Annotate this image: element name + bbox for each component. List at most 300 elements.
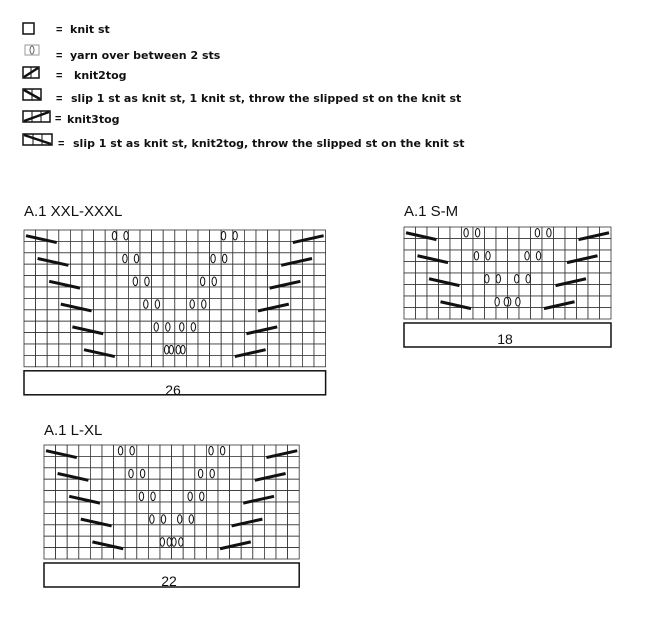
knit-stitch-cell <box>125 548 137 559</box>
knit-stitch-cell <box>94 287 106 298</box>
knit-stitch-cell <box>24 287 36 298</box>
legend-text: knit st <box>70 23 110 36</box>
knit-stitch-cell <box>102 445 114 456</box>
knit-stitch-cell <box>253 502 265 513</box>
knit-stitch-cell <box>140 321 152 332</box>
knit-stitch-cell <box>90 445 102 456</box>
knit-stitch-cell <box>137 513 149 524</box>
knit-stitch-cell <box>206 536 218 547</box>
knit-stitch-cell <box>542 250 554 262</box>
knit-stitch-cell <box>172 525 184 536</box>
knit-stitch-cell <box>160 445 172 456</box>
yarn-over-symbol-icon <box>24 44 44 58</box>
knit-stitch-cell <box>565 239 577 251</box>
knit-stitch-cell <box>439 285 451 297</box>
yarn-over-mark <box>112 231 116 240</box>
legend-equals: = <box>58 138 65 150</box>
yarn-over-mark <box>151 492 155 501</box>
knit-stitch-cell <box>519 227 531 239</box>
knit-stitch-cell <box>90 525 102 536</box>
yarn-over-mark <box>176 345 180 354</box>
knit-stitch-cell <box>70 241 82 252</box>
knit-stitch-cell <box>114 525 126 536</box>
knit-stitch-cell <box>56 525 68 536</box>
yarn-over-mark <box>220 446 224 455</box>
knit-stitch-cell <box>577 308 589 320</box>
knit-stitch-cell <box>105 310 117 321</box>
knit-stitch-cell <box>175 355 187 366</box>
yarn-over-mark <box>178 515 182 524</box>
knit-stitch-cell <box>186 264 198 275</box>
legend-equals: = <box>56 93 63 105</box>
knit-stitch-cell <box>128 321 140 332</box>
legend-text: slip 1 st as knit st, knit2tog, throw the slipped st on the knit st <box>73 137 465 150</box>
yarn-over-mark <box>485 274 489 283</box>
knit-stitch-cell <box>302 344 314 355</box>
knit-stitch-cell <box>44 536 56 547</box>
knit-stitch-cell <box>450 308 462 320</box>
legend-equals: = <box>56 24 63 36</box>
knit-stitch-cell <box>508 250 520 262</box>
knit-stitch-cell <box>288 456 300 467</box>
knit-stitch-cell <box>279 287 291 298</box>
knit-stitch-cell <box>496 308 508 320</box>
knit-stitch-cell <box>59 333 71 344</box>
knit-stitch-cell <box>241 456 253 467</box>
knit-stitch-cell <box>152 344 164 355</box>
knit-stitch-cell <box>485 296 497 308</box>
knit-stitch-cell <box>256 355 268 366</box>
knit-stitch-cell <box>125 525 137 536</box>
knit-stitch-cell <box>221 321 233 332</box>
knit-stitch-cell <box>291 287 303 298</box>
yarn-over-mark <box>130 446 134 455</box>
knit-stitch-cell <box>279 333 291 344</box>
yarn-over-mark <box>123 254 127 263</box>
knit-stitch-cell <box>47 355 59 366</box>
knit-stitch-cell <box>117 276 129 287</box>
knit-stitch-cell <box>496 227 508 239</box>
knit-stitch-cell <box>24 241 36 252</box>
chart-grid-xxl-xxxl <box>20 226 332 400</box>
yarn-over-mark <box>495 297 499 306</box>
knit-stitch-cell <box>172 479 184 490</box>
knit-stitch-cell <box>218 456 230 467</box>
knit-stitch-cell <box>473 262 485 274</box>
knit-stitch-cell <box>44 548 56 559</box>
knit-stitch-cell <box>186 276 198 287</box>
knit-stitch-cell <box>137 456 149 467</box>
knit-stitch-cell <box>175 253 187 264</box>
knit-stitch-cell <box>496 239 508 251</box>
knit-stitch-cell <box>24 344 36 355</box>
yarn-over-mark <box>190 300 194 309</box>
yarn-over-mark <box>211 254 215 263</box>
knit-stitch-cell <box>47 344 59 355</box>
knit-stitch-cell <box>291 344 303 355</box>
knit-stitch-cell <box>47 298 59 309</box>
knit-stitch-cell <box>56 548 68 559</box>
knit-stitch-cell <box>244 298 256 309</box>
knit-stitch-cell <box>253 525 265 536</box>
yarn-over-mark <box>525 251 529 260</box>
slip-k2tog-throw-symbol-icon <box>22 133 56 147</box>
knit-stitch-cell <box>221 310 233 321</box>
knit-stitch-cell <box>241 548 253 559</box>
legend-equals: = <box>55 113 62 125</box>
knit-stitch-cell <box>276 456 288 467</box>
knit-stitch-cell <box>314 264 326 275</box>
knit-stitch-cell <box>241 468 253 479</box>
knit-stitch-cell <box>210 355 222 366</box>
knit-stitch-cell <box>218 525 230 536</box>
knit-stitch-cell <box>416 285 428 297</box>
knit-stitch-cell <box>186 241 198 252</box>
knit-stitch-cell <box>404 273 416 285</box>
knit-stitch-cell <box>172 491 184 502</box>
knit-stitch-cell <box>233 287 245 298</box>
knit-stitch-cell <box>221 241 233 252</box>
knit-stitch-cell <box>172 445 184 456</box>
knit-stitch-cell <box>82 241 94 252</box>
knit-stitch-cell <box>233 276 245 287</box>
knit-stitch-cell <box>485 227 497 239</box>
knit-stitch-cell <box>79 456 91 467</box>
knit-stitch-cell <box>44 513 56 524</box>
knit-stitch-cell <box>152 241 164 252</box>
knit-stitch-cell <box>473 296 485 308</box>
knit-stitch-cell <box>186 287 198 298</box>
knit-stitch-cell <box>160 502 172 513</box>
knit-stitch-cell <box>70 264 82 275</box>
knit-stitch-cell <box>163 287 175 298</box>
knit-stitch-cell <box>473 308 485 320</box>
knit-stitch-cell <box>152 264 164 275</box>
knit-stitch-cell <box>264 502 276 513</box>
knit-stitch-cell <box>137 536 149 547</box>
yarn-over-mark <box>167 538 171 547</box>
knit-stitch-cell <box>565 227 577 239</box>
knit-stitch-cell <box>152 230 164 241</box>
knit-stitch-cell <box>314 333 326 344</box>
knit-stitch-cell <box>114 502 126 513</box>
knit-stitch-cell <box>152 276 164 287</box>
knit-stitch-cell <box>206 491 218 502</box>
knit-stitch-cell <box>140 264 152 275</box>
knit-stitch-cell <box>82 264 94 275</box>
knit-stitch-cell <box>221 287 233 298</box>
knit-stitch-cell <box>221 344 233 355</box>
knit-stitch-cell <box>137 525 149 536</box>
knit-stitch-cell <box>195 548 207 559</box>
knit-stitch-cell <box>264 536 276 547</box>
knit-stitch-cell <box>276 502 288 513</box>
stitch-count-label: 22 <box>161 573 177 589</box>
yarn-over-mark <box>504 297 508 306</box>
knit-stitch-cell <box>554 239 566 251</box>
knit-stitch-cell <box>450 262 462 274</box>
knit-stitch-cell <box>288 479 300 490</box>
knit-stitch-cell <box>276 491 288 502</box>
yarn-over-mark <box>140 469 144 478</box>
knit-stitch-cell <box>172 456 184 467</box>
knit-stitch-cell <box>90 479 102 490</box>
legend-text: yarn over between 2 sts <box>70 49 221 62</box>
knit-stitch-cell <box>36 310 48 321</box>
knit-stitch-cell <box>186 355 198 366</box>
knit-stitch-cell <box>404 296 416 308</box>
knit-stitch-cell <box>210 287 222 298</box>
knit-stitch-cell <box>198 287 210 298</box>
knit-stitch-cell <box>565 285 577 297</box>
legend-equals: = <box>56 70 63 82</box>
knit-stitch-cell <box>195 445 207 456</box>
knit-stitch-cell <box>44 491 56 502</box>
knit-stitch-cell <box>114 456 126 467</box>
knit-stitch-cell <box>233 264 245 275</box>
knit-stitch-cell <box>404 262 416 274</box>
yarn-over-mark <box>222 254 226 263</box>
knit-stitch-cell <box>588 262 600 274</box>
knit-stitch-cell <box>588 273 600 285</box>
slip-throw-symbol-icon <box>22 88 44 102</box>
knit-stitch-cell <box>79 502 91 513</box>
knit-stitch-cell <box>264 479 276 490</box>
knit-stitch-cell <box>279 321 291 332</box>
knit-stitch-cell <box>105 264 117 275</box>
knit-stitch-cell <box>94 276 106 287</box>
knit-stitch-cell <box>24 276 36 287</box>
knit-stitch-cell <box>198 310 210 321</box>
knit-stitch-cell <box>59 241 71 252</box>
knit-stitch-cell <box>183 468 195 479</box>
knit-stitch-cell <box>404 250 416 262</box>
knit-stitch-cell <box>508 262 520 274</box>
knit-stitch-cell <box>256 276 268 287</box>
knit-stitch-cell <box>291 333 303 344</box>
knit-stitch-cell <box>253 456 265 467</box>
knit-stitch-cell <box>56 502 68 513</box>
yarn-over-mark <box>188 492 192 501</box>
knit-stitch-cell <box>198 264 210 275</box>
knit-stitch-cell <box>210 321 222 332</box>
yarn-over-mark <box>212 277 216 286</box>
knit-stitch-cell <box>94 264 106 275</box>
knit-stitch-cell <box>268 264 280 275</box>
knit-stitch-cell <box>102 548 114 559</box>
knit-stitch-cell <box>427 296 439 308</box>
knit-stitch-cell <box>253 536 265 547</box>
knit-stitch-cell <box>172 502 184 513</box>
knit-stitch-cell <box>302 241 314 252</box>
knit-stitch-cell <box>416 262 428 274</box>
knit-stitch-cell <box>600 273 612 285</box>
knit-stitch-cell <box>70 310 82 321</box>
knit-stitch-cell <box>291 321 303 332</box>
knit-stitch-cell <box>163 298 175 309</box>
knit-stitch-cell <box>79 525 91 536</box>
knit-stitch-cell <box>148 536 160 547</box>
knit-stitch-cell <box>148 456 160 467</box>
knit-stitch-cell <box>427 308 439 320</box>
knit-stitch-cell <box>519 296 531 308</box>
knit-stitch-cell <box>450 250 462 262</box>
knit-stitch-cell <box>404 239 416 251</box>
knit-stitch-cell <box>94 230 106 241</box>
knit-stitch-cell <box>268 310 280 321</box>
yarn-over-mark <box>233 231 237 240</box>
knit-stitch-cell <box>102 456 114 467</box>
knit-stitch-cell <box>519 285 531 297</box>
knit-stitch-cell <box>288 548 300 559</box>
knit-stitch-cell <box>67 548 79 559</box>
knit-stitch-cell <box>163 230 175 241</box>
knit-stitch-cell <box>56 456 68 467</box>
knit-stitch-cell <box>117 321 129 332</box>
knit-stitch-cell <box>36 298 48 309</box>
knit-stitch-cell <box>230 468 242 479</box>
knit-stitch-cell <box>175 276 187 287</box>
knit-stitch-cell <box>279 241 291 252</box>
legend-text: knit2tog <box>74 69 127 82</box>
knit-stitch-cell <box>195 525 207 536</box>
knit-stitch-cell <box>44 456 56 467</box>
knit-stitch-cell <box>314 298 326 309</box>
knit-stitch-cell <box>279 355 291 366</box>
knit-stitch-cell <box>198 333 210 344</box>
knit-stitch-cell <box>210 298 222 309</box>
knit-stitch-cell <box>36 344 48 355</box>
knit-stitch-cell <box>218 491 230 502</box>
knit-stitch-cell <box>70 333 82 344</box>
knit-stitch-cell <box>59 321 71 332</box>
knit-stitch-cell <box>473 285 485 297</box>
knit-stitch-cell <box>175 298 187 309</box>
knit-stitch-cell <box>47 264 59 275</box>
knit-stitch-cell <box>105 321 117 332</box>
knit-stitch-cell <box>137 445 149 456</box>
knit-stitch-cell <box>195 536 207 547</box>
knit-stitch-cell <box>302 310 314 321</box>
knit-stitch-cell <box>244 276 256 287</box>
knit-stitch-cell <box>82 355 94 366</box>
knit3tog-symbol-icon <box>22 110 54 124</box>
knit-stitch-cell <box>44 525 56 536</box>
knit-stitch-cell <box>140 253 152 264</box>
knit-stitch-cell <box>473 273 485 285</box>
knit-stitch-cell <box>276 479 288 490</box>
knit-stitch-cell <box>114 491 126 502</box>
knit-stitch-cell <box>44 468 56 479</box>
knit-stitch-cell <box>128 333 140 344</box>
knit-stitch-cell <box>416 296 428 308</box>
knit-stitch-cell <box>302 276 314 287</box>
knit-stitch-cell <box>496 285 508 297</box>
knit-stitch-cell <box>152 355 164 366</box>
knit-stitch-cell <box>148 502 160 513</box>
yarn-over-mark <box>169 345 173 354</box>
chart-title: A.1 S-M <box>404 203 459 220</box>
knit-stitch-cell <box>90 456 102 467</box>
knit-stitch-cell <box>314 276 326 287</box>
knit-stitch-cell <box>508 239 520 251</box>
yarn-over-mark <box>475 228 479 237</box>
knit-stitch-cell <box>183 502 195 513</box>
knit-stitch-cell <box>117 310 129 321</box>
knit-stitch-cell <box>102 491 114 502</box>
knit-stitch-cell <box>256 264 268 275</box>
knit-stitch-cell <box>148 445 160 456</box>
knit-stitch-cell <box>256 287 268 298</box>
yarn-over-mark <box>526 274 530 283</box>
knit-stitch-cell <box>542 239 554 251</box>
knit-stitch-cell <box>554 227 566 239</box>
knit-stitch-cell <box>542 262 554 274</box>
knit-stitch-cell <box>314 241 326 252</box>
knit-stitch-cell <box>302 264 314 275</box>
knit-stitch-cell <box>485 239 497 251</box>
knit-stitch-cell <box>288 525 300 536</box>
knit-stitch-cell <box>244 287 256 298</box>
knit-stitch-cell <box>288 536 300 547</box>
knit-stitch-cell <box>291 264 303 275</box>
knit-stitch-cell <box>114 479 126 490</box>
knit-stitch-cell <box>276 548 288 559</box>
knit-stitch-cell <box>210 230 222 241</box>
knit-stitch-cell <box>160 468 172 479</box>
knit-stitch-cell <box>47 321 59 332</box>
knit-stitch-cell <box>496 250 508 262</box>
knit-stitch-cell <box>462 273 474 285</box>
chart-grid-l-xl <box>40 441 306 589</box>
knit-stitch-cell <box>221 298 233 309</box>
yarn-over-mark <box>161 515 165 524</box>
knit-stitch-cell <box>172 468 184 479</box>
knit-stitch-cell <box>206 548 218 559</box>
knit-stitch-cell <box>36 276 48 287</box>
knit-stitch-cell <box>102 468 114 479</box>
knit-stitch-cell <box>102 479 114 490</box>
knit-stitch-cell <box>600 239 612 251</box>
knit-stitch-cell <box>175 264 187 275</box>
knit-stitch-cell <box>230 491 242 502</box>
knit-stitch-cell <box>59 310 71 321</box>
knit-stitch-cell <box>233 321 245 332</box>
knit-stitch-cell <box>70 355 82 366</box>
yarn-over-mark <box>221 231 225 240</box>
knit-stitch-cell <box>588 296 600 308</box>
knit-stitch-cell <box>94 310 106 321</box>
knit-stitch-cell <box>206 479 218 490</box>
knit-stitch-cell <box>175 230 187 241</box>
knit-stitch-cell <box>241 445 253 456</box>
knit-stitch-cell <box>565 308 577 320</box>
yarn-over-mark <box>516 297 520 306</box>
knit-stitch-cell <box>137 479 149 490</box>
knit-stitch-cell <box>90 468 102 479</box>
knit-stitch-cell <box>56 491 68 502</box>
knit-stitch-cell <box>183 525 195 536</box>
knit-stitch-cell <box>416 239 428 251</box>
yarn-over-mark <box>155 300 159 309</box>
knit-stitch-cell <box>302 298 314 309</box>
yarn-over-mark <box>515 274 519 283</box>
yarn-over-mark <box>166 323 170 332</box>
yarn-over-mark <box>486 251 490 260</box>
knit-stitch-cell <box>140 230 152 241</box>
knit-stitch-cell <box>230 502 242 513</box>
knit2tog-symbol-icon <box>22 66 42 80</box>
